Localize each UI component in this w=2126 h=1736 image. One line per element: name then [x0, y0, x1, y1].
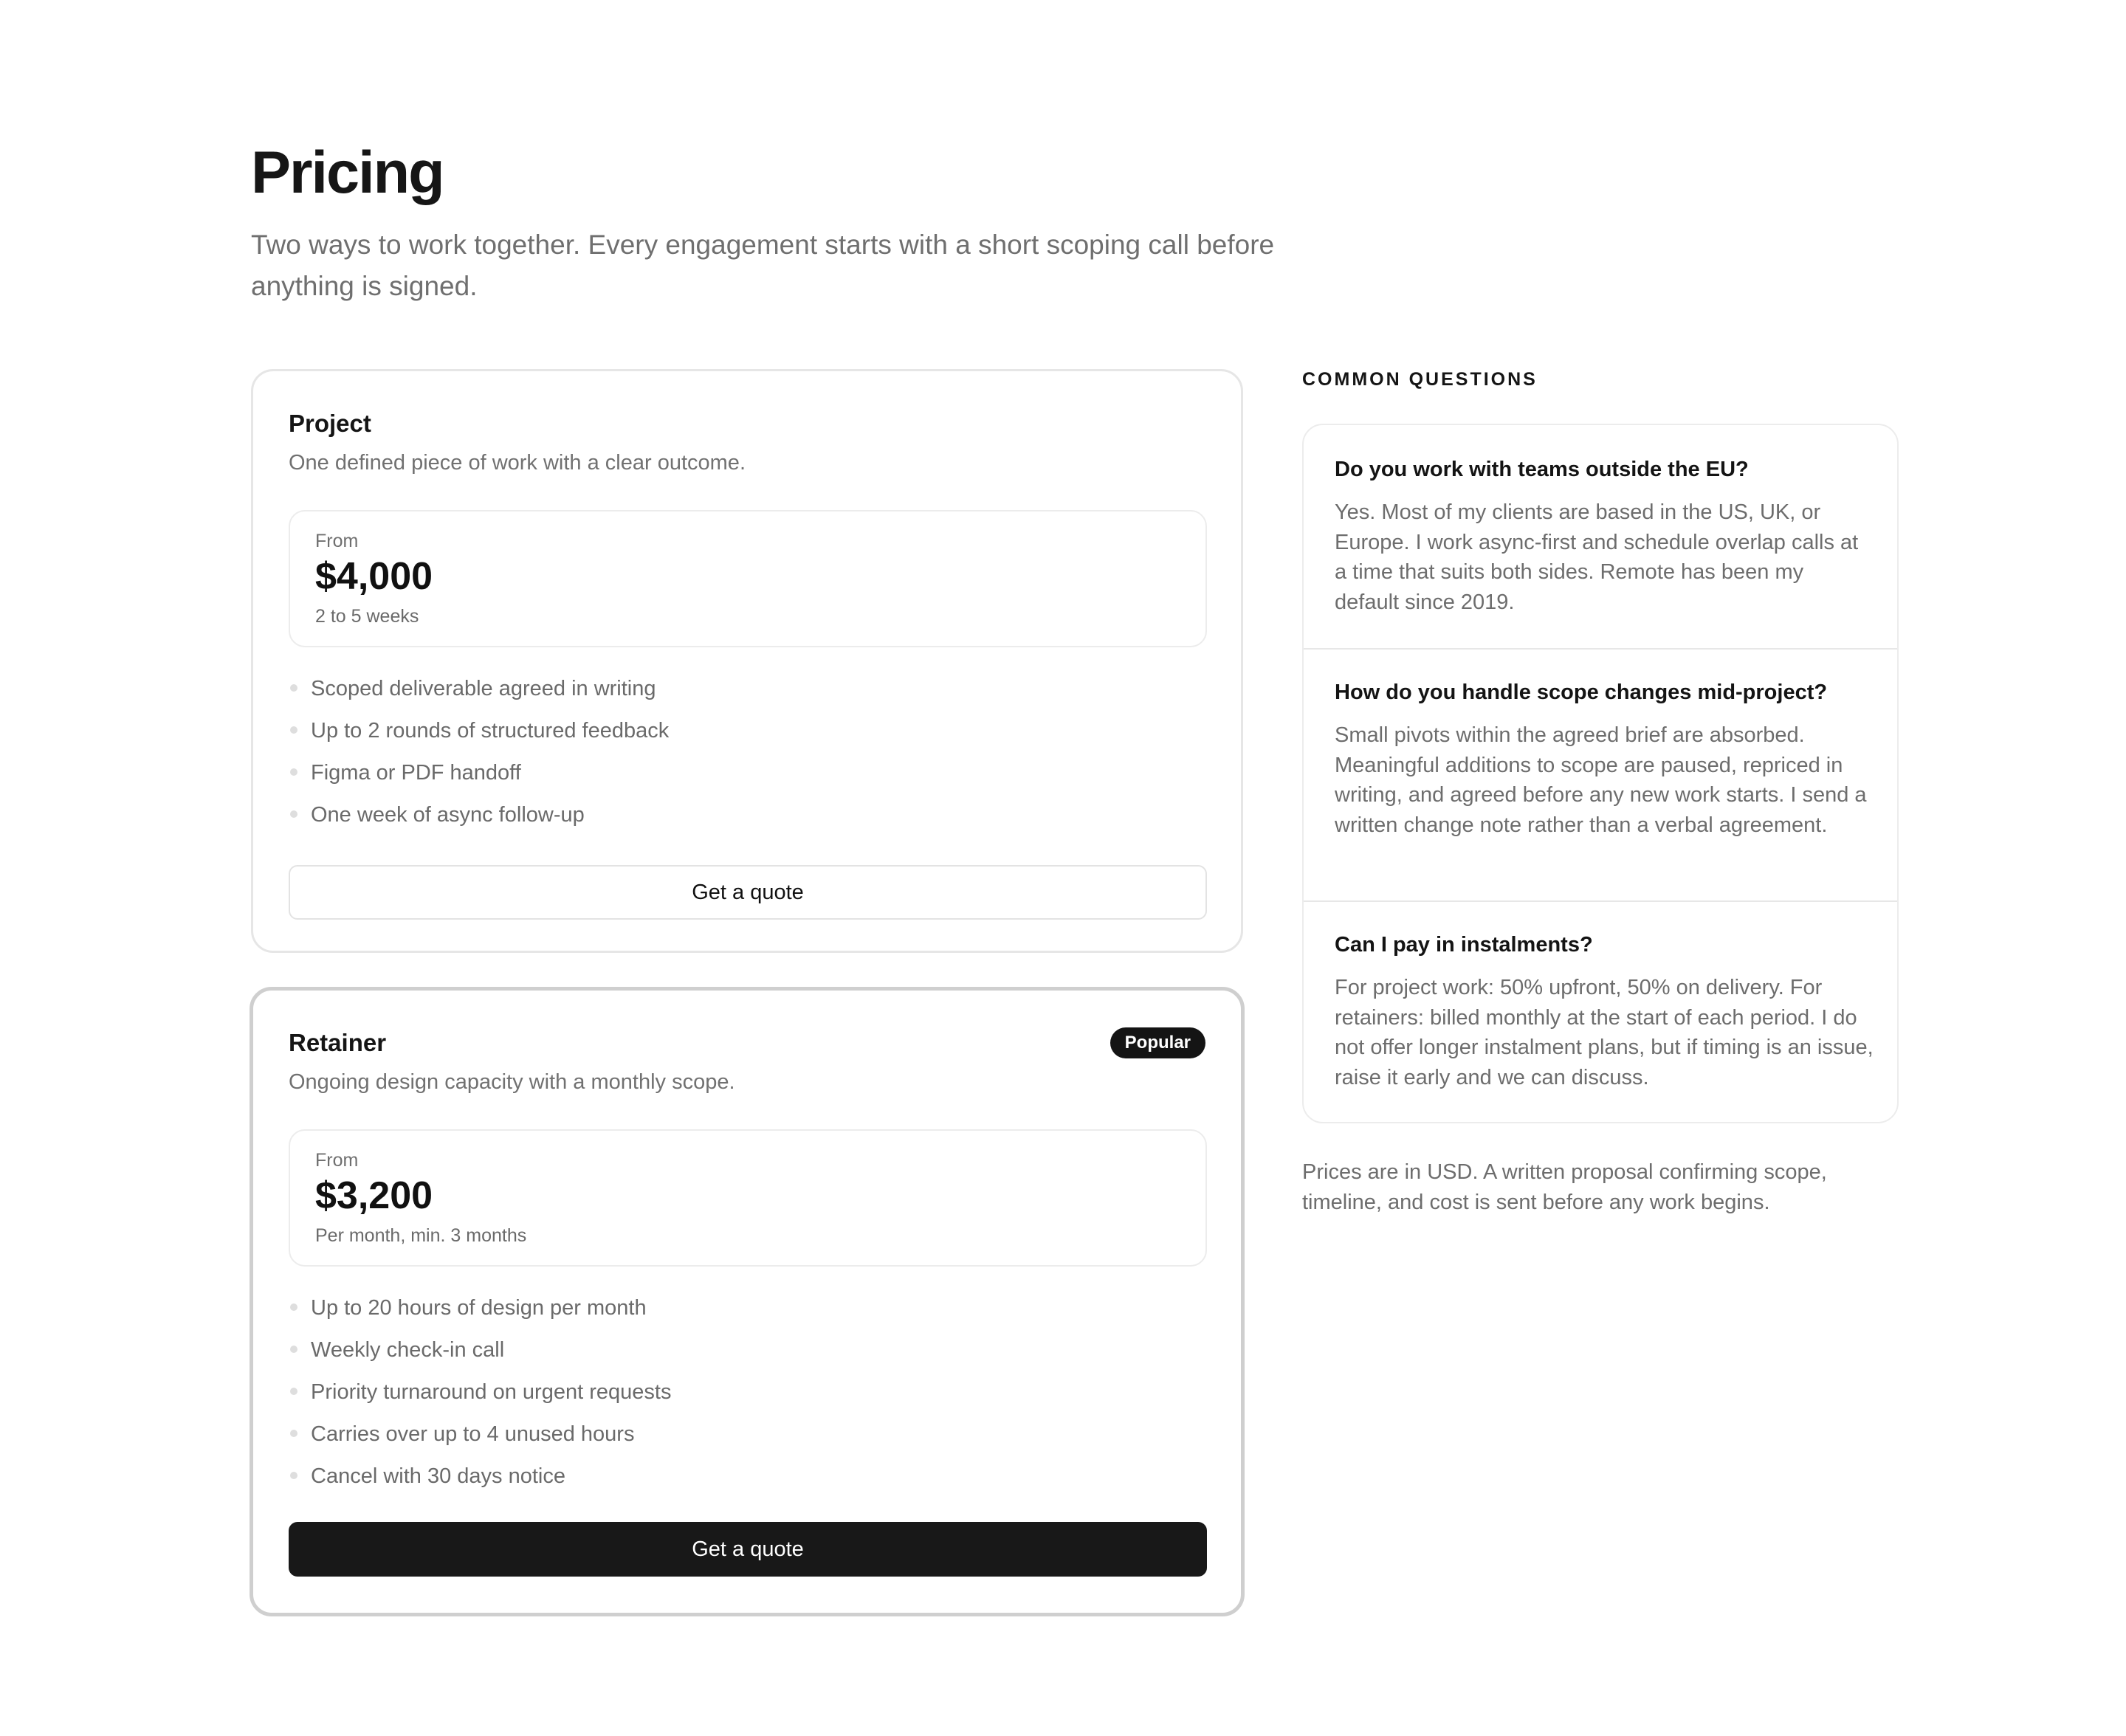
feature-item — [289, 800, 669, 842]
bullet-dot-icon — [290, 726, 297, 734]
page-title: Pricing — [251, 140, 444, 206]
faq-answer: For project work: 50% upfront, 50% on delivery. For retainers: billed monthly at the start of each period. I do not offer longer instalment plans, but if timing is an issue, raise it early and we can discuss. — [1335, 976, 1874, 1089]
feature-list — [289, 1293, 671, 1504]
faq-question[interactable]: How do you handle scope changes mid-project? — [1335, 681, 1828, 704]
bullet-dot-icon — [290, 1472, 297, 1479]
feature-item — [289, 1377, 671, 1419]
feature-item — [289, 1419, 671, 1461]
feature-item — [289, 1293, 671, 1335]
faq-item — [1304, 900, 1897, 1123]
faq-question[interactable]: Do you work with teams outside the EU? — [1335, 458, 1749, 481]
feature-item — [289, 1335, 671, 1377]
bullet-dot-icon — [290, 684, 297, 692]
pricing-footnote: Prices are in USD. A written proposal confirming scope, timeline, and cost is sent before any work begins. — [1302, 1160, 1827, 1214]
feature-text: Scoped deliverable agreed in writing — [311, 677, 656, 700]
price-amount: $3,200 — [315, 1174, 433, 1217]
feature-text: Up to 20 hours of design per month — [311, 1296, 647, 1320]
plan-card-retainer — [250, 987, 1245, 1616]
feature-text: Up to 2 rounds of structured feedback — [311, 719, 670, 743]
feature-text: One week of async follow-up — [311, 803, 585, 827]
faq-answer: Yes. Most of my clients are based in the US, UK, or Europe. I work async-first and schedule overlap calls at a time that suits both sides. Remote has been my default since 2019. — [1335, 500, 1859, 614]
price-prefix: From — [315, 531, 359, 551]
price-note: Per month, min. 3 months — [315, 1225, 527, 1246]
faq-list — [1302, 424, 1899, 1123]
faq-question[interactable]: Can I pay in instalments? — [1335, 933, 1593, 957]
feature-item — [289, 716, 669, 758]
faq-item — [1304, 425, 1897, 648]
bullet-dot-icon — [290, 1346, 297, 1353]
get-quote-button-project[interactable]: Get a quote — [289, 865, 1207, 920]
bullet-dot-icon — [290, 1430, 297, 1437]
bullet-dot-icon — [290, 810, 297, 818]
price-box — [289, 1129, 1207, 1267]
price-note: 2 to 5 weeks — [315, 606, 419, 627]
faq-answer: Small pivots within the agreed brief are absorbed. Meaningful additions to scope are paused, repriced in writing, and agreed before any new work starts. I send a written change note rather than a verbal agreement. — [1335, 723, 1867, 837]
price-amount: $4,000 — [315, 555, 433, 598]
page-subtitle: Two ways to work together. Every engagement starts with a short scoping call before anything is signed. — [251, 230, 1275, 301]
bullet-dot-icon — [290, 1388, 297, 1395]
plan-description: Ongoing design capacity with a monthly scope. — [289, 1070, 735, 1094]
plan-name: Project — [289, 410, 371, 437]
plan-description: One defined piece of work with a clear outcome. — [289, 451, 746, 475]
price-box — [289, 510, 1207, 647]
bullet-dot-icon — [290, 1303, 297, 1311]
feature-item — [289, 758, 669, 800]
bullet-dot-icon — [290, 768, 297, 776]
get-quote-button-retainer[interactable]: Get a quote — [289, 1522, 1207, 1577]
feature-text: Figma or PDF handoff — [311, 761, 521, 785]
faq-item — [1304, 648, 1897, 900]
price-prefix: From — [315, 1150, 359, 1171]
plan-card-project — [251, 369, 1243, 953]
feature-list — [289, 674, 669, 842]
feature-text: Priority turnaround on urgent requests — [311, 1380, 672, 1404]
plan-name: Retainer — [289, 1029, 387, 1056]
feature-text: Weekly check-in call — [311, 1338, 505, 1362]
feature-item — [289, 674, 669, 716]
feature-text: Carries over up to 4 unused hours — [311, 1422, 635, 1446]
faq-heading: COMMON QUESTIONS — [1302, 369, 1538, 390]
feature-item — [289, 1461, 671, 1504]
feature-text: Cancel with 30 days notice — [311, 1464, 565, 1488]
popular-badge: Popular — [1110, 1027, 1205, 1058]
